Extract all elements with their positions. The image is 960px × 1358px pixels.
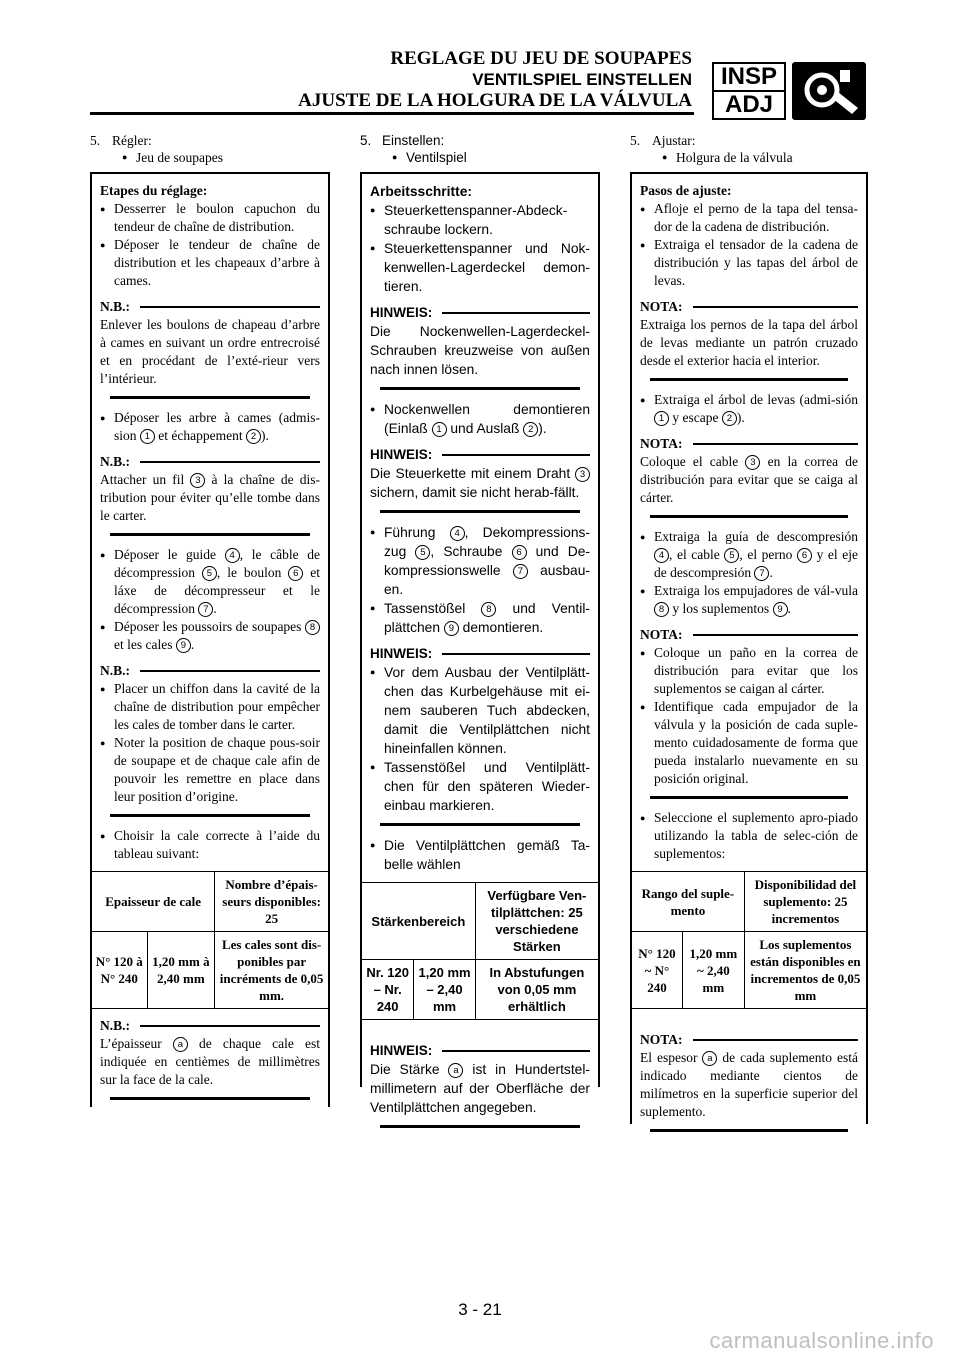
list-item: ● Nockenwellen demontieren (Einlaß 1 und Auslaß 2 ). xyxy=(370,400,590,438)
note-text: Attacher un fil 3 à la chaîne de dis-tribution pour éviter qu’elle tombe dans le carter. xyxy=(100,472,320,523)
page-header xyxy=(212,48,692,112)
badge-insp: INSP xyxy=(714,64,784,92)
list-item: ● Desserrer le boulon capuchon du tendeur de chaîne de distribution. xyxy=(100,200,320,236)
note-text: Die Nockenwellen-Lagerdeckel-Schrauben kreuzweise von außen nach innen lösen. xyxy=(370,324,590,377)
note-item: ● Tassenstößel und Ventilplätt-chen für den späteren Wieder-einbau markieren. xyxy=(370,758,590,815)
column-german xyxy=(350,132,598,166)
header-rule xyxy=(90,112,694,115)
title-german: VENTILSPIEL EINSTELLEN xyxy=(472,70,692,89)
shim-table: Stärkenbereich Verfügbare Ven-tilplättchen: 25 verschiedene Stärken Nr. 120 – Nr. 240 1,20 mm – 2,40 mm In Abstufungen von 0,05 mm erhältlich xyxy=(362,882,598,1020)
note-text: Coloque el cable 3 en la correa de distribución para evitar que se caiga al cárter. xyxy=(640,454,858,505)
list-item: ● Steuerkettenspanner und Nok-kenwellen-Lagerdeckel demon-tieren. xyxy=(370,239,590,296)
list-item: ● Tassenstößel 8 und Ventil-plättchen 9 demontieren. xyxy=(370,599,590,637)
watermark: carmanualsonline.info xyxy=(709,1328,934,1353)
page-number: 3 - 21 xyxy=(458,1300,502,1319)
list-item: ● Extraiga el tensador de la cadena de distribución y las tapas del árbol de levas. xyxy=(640,236,858,290)
list-item: ● Seleccione el suplemento apro-piado utilizando la tabla de selec-ción de suplementos: xyxy=(640,809,858,863)
list-item: ● Führung 4 , Dekompressions-zug 5 , Schraube 6 und De-kompressionswelle 7 ausbau-en. xyxy=(370,523,590,599)
note-text: Die Stärke a ist in Hundertstel-millimetern auf der Oberfläche der Ventilplättchen angegeben. xyxy=(370,1062,590,1115)
list-item: ● Afloje el perno de la tapa del tensa-dor de la cadena de distribución. xyxy=(640,200,858,236)
list-item: ● Steuerkettenspanner-Abdeck-schraube lockern. xyxy=(370,201,590,239)
note-text: El espesor a de cada suplemento está indicado mediante cientos de milímetros en la superficie superior del suplemento. xyxy=(640,1050,858,1119)
shim-table: Rango del suple-mento Disponibilidad del suplemento: 25 incrementos N° 120 ~ N° 240 1,20 mm ~ 2,40 mm Los suplementos están disponibles en incrementos de 0,05 mm xyxy=(632,871,866,1009)
list-item: ● Déposer le guide 4 , le câble de décompression 5 , le boulon 6 et láxe de décompresseur et le décompression 7 . xyxy=(100,546,320,618)
list-item: ● Extraiga el árbol de levas (admi-sión 1 y escape 2 ). xyxy=(640,391,858,427)
procedure-box-spanish: Pasos de ajuste: ● Afloje el perno de la tapa del tensa-dor de la cadena de distribución. ● Extraiga el tensador de la cadena de distribución y las tapas del árbol de levas. NOTA: Extraiga los pernos de la tapa del árbol de levas mediante un patrón cruzado desde el exterior hacia el interior. ● Extraiga el árbol de levas (admi-sión 1 y escape 2 ). NOTA: Coloque el cable 3 en la correa de distribución para evitar que se caiga al cárter. ● Extraiga la guía de descompresión 4 , el cable 5 , el perno 6 y el eje de descompresión 7 . ● Extraiga los empujadores de vál-vula 8 y los suplementos 9 . NOTA: ● Coloque un paño en la correa de distribución para evitar que los suplementos se caigan al cárter. ● Identifique cada empujador de la válvula y la posición de cada suple-mento cuidadosamente de forma que pueda instalarlo nuevamente en su posición original. ● Seleccione el suplemento apro-piado utilizando la tabla de selec-ción de suplementos: Rango del suple-mento Disponibilidad del suplemento: 25 incrementos N° 120 ~ N° 240 1,20 mm ~ 2,40 mm Los suplementos están disponibles en incrementos de 0,05 mm NOTA: El espesor a de cada suplemento está indicado mediante cientos de milímetros en la superficie superior del suplemento. xyxy=(630,172,868,1124)
note-item: ● Noter la position de chaque pous-soir de soupape et de chaque cale afin de pouvoir les remettre en place dans leur position d’origine. xyxy=(100,734,320,806)
list-item: ● Déposer les poussoirs de soupapes 8 et les cales 9 . xyxy=(100,618,320,654)
title-french: REGLAGE DU JEU DE SOUPAPES xyxy=(390,48,692,69)
insp-adj-badge xyxy=(712,62,786,120)
procedure-box-french: Etapes du réglage: ● Desserrer le boulon capuchon du tendeur de chaîne de distribution. ● Déposer le tendeur de chaîne de distribution et les chapeaux d’arbre à cames. N.B.: Enlever les boulons de chapeau d’arbre à cames en suivant un ordre entrecroisé et en procédant de l’exté-rieur vers l’intérieur. ● Déposer les arbre à cames (admis-sion 1 et échappement 2 ). N.B.: Attacher un fil 3 à la chaîne de dis-tribution pour éviter qu’elle tombe dans le carter. ● Déposer le guide 4 , le câble de décompression 5 , le boulon 6 et láxe de décompresseur et le décompression 7 . ● Déposer les poussoirs de soupapes 8 et les cales 9 . N.B.: ● Placer un chiffon dans la cavité de la chaîne de distribution pour empêcher les cales de tomber dans le carter. ● Noter la position de chaque pous-soir de soupape et de chaque cale afin de pouvoir les remettre en place dans leur position d’origine. ● Choisir la cale correcte à l’aide du tableau suivant: Epaisseur de cale Nombre d’épais-seurs disponibles: 25 N° 120 à N° 240 1,20 mm à 2,40 mm Les cales sont dis-ponibles par incréments de 0,05 mm. N.B.: L’épaisseur a de chaque cale est indiquée en centièmes de millimètres sur la face de la cale. xyxy=(90,172,330,1107)
note-item: ● Vor dem Ausbau der Ventilplätt-chen das Kurbelgehäuse mit ei-nem sauberen Tuch abdecken, damit die Ventilplättchen nicht hineinfallen können. xyxy=(370,663,590,758)
note-text: Enlever les boulons de chapeau d’arbre à cames en suivant un ordre entrecroisé et en procédant de l’exté-rieur vers l’intérieur. xyxy=(100,317,320,386)
step-heading: 5. Einstellen: ● Ventilspiel xyxy=(350,132,598,166)
wrench-tool-icon xyxy=(792,62,866,120)
note-item: ● Placer un chiffon dans la cavité de la chaîne de distribution pour empêcher les cales de tomber dans le carter. xyxy=(100,680,320,734)
step-heading: 5. Ajustar: ● Holgura de la válvula xyxy=(620,132,868,166)
column-spanish xyxy=(620,132,868,166)
title-spanish: AJUSTE DE LA HOLGURA DE LA VÁLVULA xyxy=(298,90,692,111)
step-heading: 5. Régler: ● Jeu de soupapes xyxy=(80,132,328,166)
list-item: ● Extraiga los empujadores de vál-vula 8 y los suplementos 9 . xyxy=(640,582,858,618)
note-item: ● Coloque un paño en la correa de distribución para evitar que los suplementos se caigan al cárter. xyxy=(640,644,858,698)
column-french xyxy=(80,132,328,166)
list-item: ● Extraiga la guía de descompresión 4 , el cable 5 , el perno 6 y el eje de descompresión 7 . xyxy=(640,528,858,582)
shim-table: Epaisseur de cale Nombre d’épais-seurs disponibles: 25 N° 120 à N° 240 1,20 mm à 2,40 mm Les cales sont dis-ponibles par incréments de 0,05 mm. xyxy=(92,871,328,1009)
list-item: ● Déposer le tendeur de chaîne de distribution et les chapeaux d’arbre à cames. xyxy=(100,236,320,290)
procedure-box-german: Arbeitsschritte: ● Steuerkettenspanner-Abdeck-schraube lockern. ● Steuerkettenspanner und Nok-kenwellen-Lagerdeckel demon-tieren. HINWEIS: Die Nockenwellen-Lagerdeckel-Schrauben kreuzweise von außen nach innen lösen. ● Nockenwellen demontieren (Einlaß 1 und Auslaß 2 ). HINWEIS: Die Steuerkette mit einem Draht 3 sichern, damit sie nicht herab-fällt. ● Führung 4 , Dekompressions-zug 5 , Schraube 6 und De-kompressionswelle 7 ausbau-en. ● Tassenstößel 8 und Ventil-plättchen 9 demontieren. HINWEIS: ● Vor dem Ausbau der Ventilplätt-chen das Kurbelgehäuse mit ei-nem sauberen Tuch abdecken, damit die Ventilplättchen nicht hineinfallen können. ● Tassenstößel und Ventilplätt-chen für den späteren Wieder-einbau markieren. ● Die Ventilplättchen gemäß Ta-belle wählen Stärkenbereich Verfügbare Ven-tilplättchen: 25 verschiedene Stärken Nr. 120 – Nr. 240 1,20 mm – 2,40 mm In Abstufungen von 0,05 mm erhältlich HINWEIS: Die Stärke a ist in Hundertstel-millimetern auf der Oberfläche der Ventilplättchen angegeben. xyxy=(360,172,600,1087)
note-text: Die Steuerkette mit einem Draht 3 sichern, damit sie nicht herab-fällt. xyxy=(370,464,590,502)
list-item: ● Choisir la cale correcte à l’aide du tableau suivant: xyxy=(100,827,320,863)
note-text: Extraiga los pernos de la tapa del árbol de levas mediante un patrón cruzado desde el exterior hacia el interior. xyxy=(640,317,858,368)
list-item: ● Déposer les arbre à cames (admis-sion 1 et échappement 2 ). xyxy=(100,409,320,445)
note-text: L’épaisseur a de chaque cale est indiquée en centièmes de millimètres sur la face de la cale. xyxy=(100,1036,321,1087)
list-item: ● Die Ventilplättchen gemäß Ta-belle wählen xyxy=(370,836,590,874)
note-item: ● Identifique cada empujador de la válvula y la posición de cada suple-mento cuidadosamente de forma que pueda instalarlo nuevamente en su posición original. xyxy=(640,698,858,788)
badge-adj: ADJ xyxy=(724,91,773,118)
